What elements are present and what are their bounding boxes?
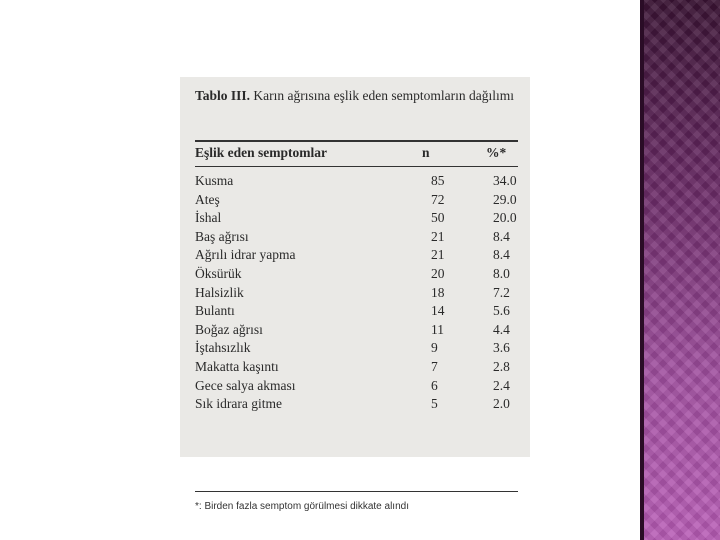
table-row xyxy=(195,191,525,210)
symptom-cell: Ateş xyxy=(195,191,220,207)
symptom-cell: Sık idrara gitme xyxy=(195,396,282,412)
count-cell: 9 xyxy=(431,340,438,356)
percent-cell: 20.0 xyxy=(493,210,517,226)
count-cell: 20 xyxy=(431,265,445,281)
table-row xyxy=(195,228,525,247)
count-cell: 21 xyxy=(431,247,445,263)
table-image xyxy=(180,77,530,512)
table-row xyxy=(195,284,525,303)
count-cell: 72 xyxy=(431,191,445,207)
table-row xyxy=(195,377,525,396)
symptom-cell: Gece salya akması xyxy=(195,377,296,393)
table-row xyxy=(195,339,525,358)
count-cell: 7 xyxy=(431,358,438,374)
symptom-cell: Ağrılı idrar yapma xyxy=(195,247,296,263)
count-cell: 50 xyxy=(431,210,445,226)
percent-cell: 5.6 xyxy=(493,303,510,319)
table-row xyxy=(195,395,525,414)
percent-cell: 3.6 xyxy=(493,340,510,356)
table-row xyxy=(195,246,525,265)
symptom-cell: İştahsızlık xyxy=(195,340,251,356)
symptom-cell: Halsizlik xyxy=(195,284,244,300)
percent-cell: 2.4 xyxy=(493,377,510,393)
table-footnote: *: Birden fazla semptom görülmesi dikkate alındı xyxy=(195,501,409,512)
table-row xyxy=(195,302,525,321)
symptom-cell: Makatta kaşıntı xyxy=(195,358,279,374)
table-title-label: Tablo III. xyxy=(195,88,251,103)
percent-cell: 8.4 xyxy=(493,247,510,263)
symptom-cell: İshal xyxy=(195,210,222,226)
table-row xyxy=(195,265,525,284)
count-cell: 18 xyxy=(431,284,445,300)
percent-cell: 4.4 xyxy=(493,321,510,337)
percent-cell: 29.0 xyxy=(493,191,517,207)
table-row xyxy=(195,321,525,340)
table-bottom-rule xyxy=(195,491,518,492)
symptom-cell: Boğaz ağrısı xyxy=(195,321,263,337)
table-row xyxy=(195,209,525,228)
percent-cell: 8.0 xyxy=(493,265,510,281)
symptom-cell: Bulantı xyxy=(195,303,235,319)
decorative-side-band xyxy=(640,0,720,540)
count-cell: 14 xyxy=(431,303,445,319)
percent-cell: 2.8 xyxy=(493,358,510,374)
count-cell: 6 xyxy=(431,377,438,393)
percent-cell: 34.0 xyxy=(493,173,517,188)
count-cell: 11 xyxy=(431,321,444,337)
percent-cell: 2.0 xyxy=(493,396,510,412)
table-title-text: Karın ağrısına eşlik eden semptomların dağılımı xyxy=(253,88,514,103)
column-header-n: n xyxy=(422,145,430,160)
column-header-percent: %* xyxy=(486,145,507,160)
count-cell: 5 xyxy=(431,396,438,412)
table-title xyxy=(195,87,525,104)
table-row xyxy=(195,172,525,191)
table-top-rule xyxy=(195,140,518,142)
table-header-rule xyxy=(195,166,518,167)
symptom-cell: Baş ağrısı xyxy=(195,228,249,244)
symptom-cell: Kusma xyxy=(195,173,234,188)
percent-cell: 7.2 xyxy=(493,284,510,300)
symptom-cell: Öksürük xyxy=(195,265,242,281)
column-header-symptoms: Eşlik eden semptomlar xyxy=(195,145,328,160)
count-cell: 85 xyxy=(431,173,445,188)
percent-cell: 8.4 xyxy=(493,228,510,244)
table-row xyxy=(195,358,525,377)
table-body xyxy=(195,172,525,414)
count-cell: 21 xyxy=(431,228,445,244)
